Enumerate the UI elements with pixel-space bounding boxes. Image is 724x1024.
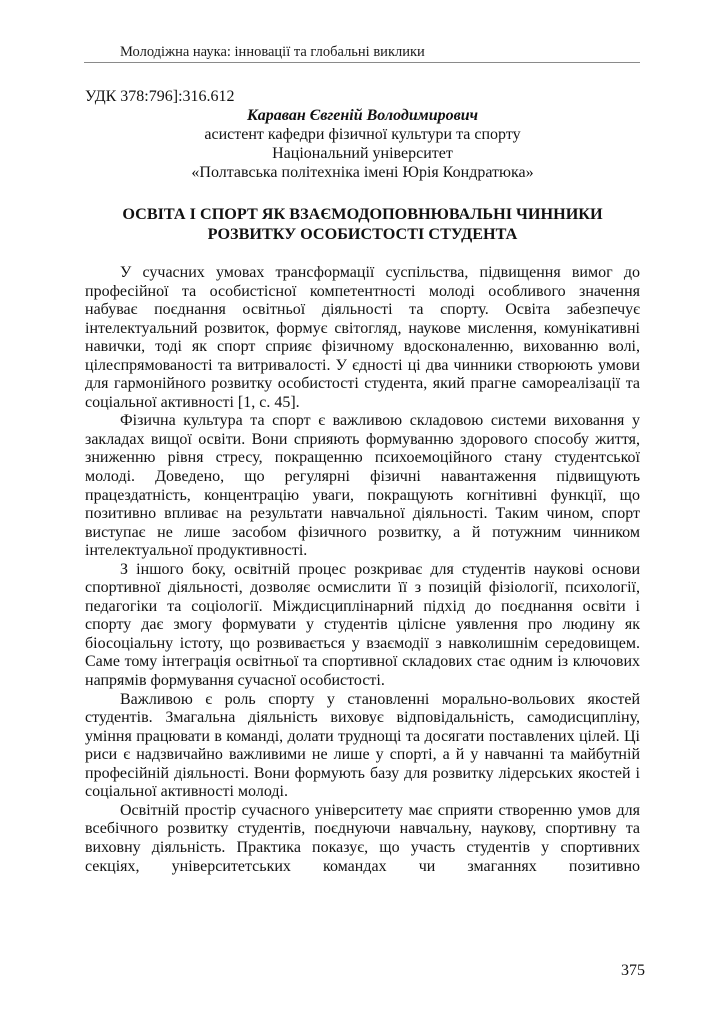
running-header: Молодіжна наука: інновації та глобальні виклики xyxy=(120,44,425,60)
paragraph-5: Освітній простір сучасного університету має сприяти створенню умов для всебічного розвитку студентів, поєднуючи навчальну, наукову, спортивну та виховну діяльність. Практика показує, що участь студентів у спортивних секціях, університетських командах чи змаганнях позитивно xyxy=(85,801,640,875)
page-number: 375 xyxy=(621,962,645,979)
article-body xyxy=(85,264,640,876)
article-title-line1: ОСВІТА І СПОРТ ЯК ВЗАЄМОДОПОВНЮВАЛЬНІ ЧИННИКИ xyxy=(122,205,603,223)
author-institution-line1: Національний університет xyxy=(272,145,453,162)
paragraph-1: У сучасних умовах трансформації суспільства, підвищення вимог до професійної та особистісної компетентності молоді особливого значення набуває поєднання освітньої діяльності та спорту. Освіта забезпечує інтелектуальний розвиток, формує світогляд, наукове мислення, комунікативні навички, тоді як спорт сприяє фізичному вдосконаленню, вихованню волі, цілеспрямованості та витривалості. У єдності ці два чинники створюють умови для гармонійного розвитку особистості студента, який прагне самореалізації та соціальної активності [1, с. 45]. xyxy=(85,264,640,411)
author-name: Караван Євгеній Володимирович xyxy=(246,107,479,124)
article-content xyxy=(85,87,640,876)
paragraph-3: З іншого боку, освітній процес розкриває для студентів наукові основи спортивної діяльності, дозволяє осмислити її з позицій фізіології, психології, педагогіки та соціології. Міждисциплінарний підхід до поєднання освіти і спорту дає змогу формувати у студентів цілісне уявлення про людину як біосоціальну істоту, що розвивається у взаємодії з навколишнім середовищем. Саме тому інтеграція освітньої та спортивної складових стає одним із ключових напрямів формування сучасної особистості. xyxy=(85,560,640,690)
article-title xyxy=(85,205,640,244)
article-title-line2: РОЗВИТКУ ОСОБИСТОСТІ СТУДЕНТА xyxy=(207,224,518,243)
header-rule xyxy=(84,62,640,63)
author-block xyxy=(85,106,640,182)
paragraph-2: Фізична культура та спорт є важливою складовою системи виховання у закладах вищої освіти. Вони сприяють формуванню здорового способу життя, зниженню рівня стресу, покращенню психоемоційного стану студентської молоді. Доведено, що регулярні фізичні навантаження підвищують працездатність, концентрацію уваги, покращують когнітивні функції, що позитивно впливає на результати навчальної діяльності. Таким чином, спорт виступає не лише засобом фізичного розвитку, а й потужним чинником інтелектуальної продуктивності. xyxy=(85,412,640,560)
udc-code: УДК 378:796]:316.612 xyxy=(85,88,235,105)
author-position: асистент кафедри фізичної культури та спорту xyxy=(204,126,521,143)
paragraph-4: Важливою є роль спорту у становленні морально-вольових якостей студентів. Змагальна діяльність виховує відповідальність, самодисципліну, уміння працювати в команді, долати труднощі та досягати поставлених цілей. Ці риси є надзвичайно важливими не лише у спорті, а й у навчанні та майбутній професійній діяльності. Вони формують базу для розвитку лідерських якостей і соціальної активності молоді. xyxy=(85,690,640,801)
author-institution-line2: «Полтавська політехніка імені Юрія Кондратюка» xyxy=(191,164,534,181)
